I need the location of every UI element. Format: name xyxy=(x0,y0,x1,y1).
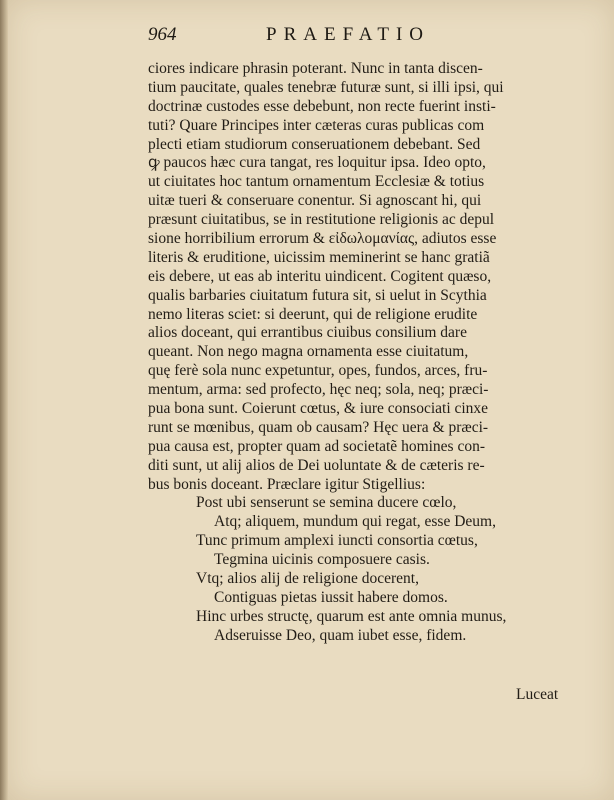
verse-line: Atq; aliquem, mundum qui regat, esse Deum, xyxy=(214,513,496,531)
text-line: alios doceant, qui errantibus ciuibus consilium dare xyxy=(148,324,467,342)
text-line: runt se mœnibus, quam ob causam? Hęc uera & præci- xyxy=(148,418,489,436)
text-line: tuti? Quare Principes inter cæteras curas publicas com xyxy=(148,116,485,134)
text-line: plecti etiam studiorum conseruationem debebant. Sed xyxy=(148,135,481,153)
text-line: queant. Non nego magna ornamenta esse ciuitatum, xyxy=(148,343,469,361)
verse-line: Vtq; alios alij de religione docerent, xyxy=(196,570,419,588)
text-line: præsunt ciuitatibus, se in restitutione religionis ac depul xyxy=(148,211,495,229)
text-line: nemo literas sciet: si deerunt, qui de religione erudite xyxy=(148,305,478,323)
text-line: literis & eruditione, uicissim meminerint se hanc gratiã xyxy=(148,248,490,266)
text-line: eis debere, ut eas ab interitu uindicent. Cogitent quæso, xyxy=(148,267,492,285)
catchword: Luceat xyxy=(516,686,559,703)
running-head: PRAEFATIO xyxy=(266,24,430,45)
text-line: doctrinæ custodes esse debebunt, non recte fuerint insti- xyxy=(148,97,496,115)
text-line: bus bonis doceant. Præclare igitur Stigellius: xyxy=(148,475,426,493)
text-line: qualis barbaries ciuitatum futura sit, si uelut in Scythia xyxy=(148,286,487,304)
page-edge-shadow xyxy=(0,0,8,800)
verse-line: Tegmina uicinis composuere casis. xyxy=(214,551,430,569)
body-text xyxy=(148,60,576,646)
verse-line: Hinc urbes structę, quarum est ante omnia munus, xyxy=(196,607,507,625)
verse-line: Tunc primum amplexi iuncti consortia cœtus, xyxy=(196,532,478,550)
page-number: 964 xyxy=(148,24,177,45)
text-line: mentum, arma: sed profecto, hęc neq; sola, neq; præci- xyxy=(148,381,489,399)
verse-line: Post ubi senserunt se semina ducere cœlo, xyxy=(196,494,457,512)
text-line: pua bona sunt. Coierunt cœtus, & iure consociati cinxe xyxy=(148,400,489,418)
text-line: ut ciuitates hoc tantum ornamentum Ecclesiæ & totius xyxy=(148,173,485,191)
text-line: ciores indicare phrasin poterant. Nunc in tanta discen- xyxy=(148,60,483,77)
text-line: sione horribilium errorum & εἰδωλομανίας, adiutos esse xyxy=(148,230,497,248)
text-line: tium paucitate, quales tenebræ futuræ sunt, si illi ipsi, qui xyxy=(148,78,504,96)
text-line: pua causa est, propter quam ad societatẽ homines con- xyxy=(148,437,486,455)
text-line: diti sunt, ut alij alios de Dei uoluntate & de cæteris re- xyxy=(148,456,485,474)
verse-line: Contiguas pietas iussit habere domos. xyxy=(214,588,448,606)
text-line: ꝙ paucos hæc cura tangat, res loquitur ipsa. Ideo opto, xyxy=(148,154,486,172)
verse-line: Adseruisse Deo, quam iubet esse, fidem. xyxy=(214,626,467,644)
text-line: quę ferè sola nunc expetuntur, opes, fundos, arces, fru- xyxy=(148,362,488,380)
text-line: uitæ tueri & conseruare conentur. Si agnoscant hi, qui xyxy=(148,192,482,210)
